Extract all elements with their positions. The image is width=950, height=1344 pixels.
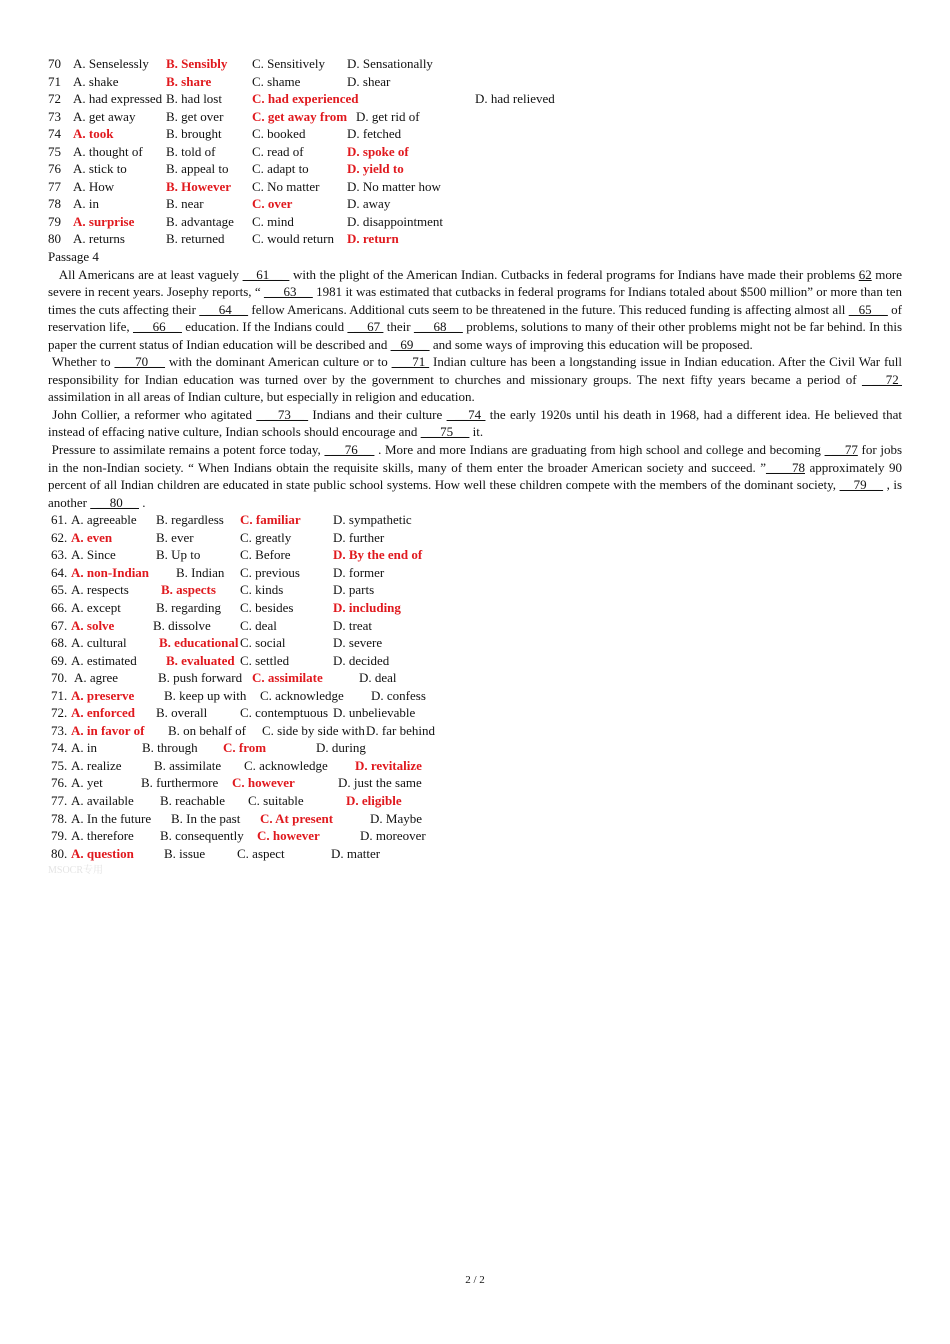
passage-text: Pressure to assimilate remains a potent force today, — [48, 442, 325, 458]
q2-question-row — [48, 792, 902, 810]
option-d: D. By the end of — [333, 547, 423, 563]
q2-question-row — [48, 581, 902, 599]
option-c: C. acknowledge — [244, 757, 328, 773]
option-c: C. kinds — [240, 582, 284, 598]
question-number: 62. — [51, 529, 68, 545]
option-d: D. moreover — [360, 828, 426, 844]
option-b: B. on behalf of — [168, 722, 246, 738]
q2-question-row — [48, 827, 902, 845]
question-number: 64. — [51, 564, 68, 580]
document-page — [48, 55, 902, 880]
answer-blank: __67 — [347, 319, 384, 335]
option-a: A. agree — [74, 670, 119, 686]
q1-question-row — [48, 195, 902, 213]
option-b: B. aspects — [161, 582, 216, 598]
question-number: 70 — [48, 56, 61, 71]
option-d: D. including — [333, 599, 401, 615]
option-c: C. No matter — [252, 178, 320, 194]
passage-text: it. — [469, 424, 484, 440]
answer-blank: __73__ — [256, 406, 309, 422]
option-a: A. yet — [71, 775, 103, 791]
option-a: A. shake — [73, 73, 119, 89]
option-d: D. get rid of — [356, 108, 420, 124]
q2-question-row — [48, 704, 902, 722]
question-number: 73. — [51, 722, 68, 738]
option-c: C. assimilate — [252, 670, 323, 686]
option-c: C. greatly — [240, 529, 292, 545]
passage-paragraph — [48, 441, 902, 511]
question-number: 76. — [51, 775, 68, 791]
q2-question-row — [48, 652, 902, 670]
option-c: C. previous — [240, 564, 300, 580]
q1-question-row — [48, 213, 902, 231]
option-b: B. push forward — [158, 670, 243, 686]
q2-question-row — [48, 564, 902, 582]
q2-question-row — [48, 774, 902, 792]
option-d: D. fetched — [347, 126, 402, 142]
option-c: C. social — [240, 635, 286, 651]
option-d: D. Maybe — [370, 810, 422, 826]
option-a: A. returns — [73, 231, 125, 247]
q2-question-row — [48, 634, 902, 652]
option-a: A. therefore — [71, 828, 134, 844]
answer-blank: __63__ — [263, 284, 313, 300]
option-b: B. reachable — [160, 792, 225, 808]
passage-text: , is another — [48, 477, 903, 510]
question-number: 75. — [51, 757, 68, 773]
answer-blank: __77 — [824, 442, 858, 458]
option-d: D. revitalize — [355, 757, 422, 773]
answer-blank: __68__ — [413, 319, 463, 335]
q2-question-row — [48, 757, 902, 775]
answer-blank: __75__ — [420, 424, 470, 440]
option-a: A. surprise — [73, 213, 135, 229]
passage-text: with the dominant American culture or to — [165, 354, 392, 370]
passage-text: education. If the Indians could — [181, 319, 348, 335]
option-d: D. yield to — [347, 161, 404, 177]
option-b: B. furthermore — [141, 775, 219, 791]
option-b: B. issue — [164, 845, 206, 861]
option-a: A. Senselessly — [73, 56, 149, 71]
option-b: B. Sensibly — [166, 56, 228, 71]
option-a: A. preserve — [71, 687, 135, 703]
option-a: A. solve — [71, 617, 115, 633]
question-number: 78 — [48, 196, 61, 212]
question-number: 63. — [51, 547, 68, 563]
option-d: D. No matter how — [347, 178, 441, 194]
q1-question-row — [48, 178, 902, 196]
option-a: A. in favor of — [71, 722, 145, 738]
option-a: A. except — [71, 599, 121, 615]
option-d: D. further — [333, 529, 385, 545]
question-number: 61. — [51, 512, 68, 528]
option-d: D. deal — [359, 670, 397, 686]
option-b: B. overall — [156, 705, 208, 721]
passage-text: with the plight of the American Indian. Cutbacks in federal programs for Indians have made their problems — [289, 266, 859, 282]
answer-blank: __64__ — [199, 301, 249, 317]
option-a: A. in — [73, 196, 99, 212]
question-number: 72. — [51, 705, 68, 721]
answer-blank: ____78 — [766, 459, 805, 475]
option-c: C. had experienced — [252, 91, 359, 107]
option-b: B. appeal to — [166, 161, 229, 177]
passage-text: . — [138, 494, 146, 510]
option-c: C. deal — [240, 617, 277, 633]
q2-question-row — [48, 722, 902, 740]
passage-text: and some ways of improving this education will be proposed. — [429, 336, 753, 352]
answer-blank: 62 — [858, 266, 872, 282]
option-d: D. away — [347, 196, 391, 212]
question-number: 78. — [51, 810, 68, 826]
option-a: A. respects — [71, 582, 129, 598]
passage-paragraph — [48, 353, 902, 406]
option-c: C. get away from — [252, 108, 348, 124]
q2-question-row — [48, 810, 902, 828]
q2-question-row — [48, 687, 902, 705]
option-c: C. Before — [240, 547, 291, 563]
option-b: B. assimilate — [154, 757, 222, 773]
option-a: A. enforced — [71, 705, 136, 721]
option-a: A. stick to — [73, 161, 127, 177]
question-block-1 — [48, 55, 902, 248]
q1-question-row — [48, 143, 902, 161]
option-a: A. question — [71, 845, 134, 861]
passage-text: fellow Americans. Additional cuts seem to be threatened in the future. This reduced funding is affecting almost all — [248, 301, 849, 317]
option-d: D. former — [333, 564, 385, 580]
option-d: D. during — [316, 740, 366, 756]
option-a: A. had expressed — [73, 91, 163, 107]
passage-text: Indian culture has been a longstanding issue in Indian education. After the Civil War full responsibility for Indian education was turned over by the government to churches and missionary groups. The next fifty years became a period of — [48, 354, 902, 387]
option-b: B. share — [166, 73, 212, 89]
question-number: 66. — [51, 599, 68, 615]
question-number: 71. — [51, 687, 68, 703]
option-b: B. dissolve — [153, 617, 211, 633]
option-d: D. had relieved — [475, 91, 555, 107]
q2-question-row — [48, 617, 902, 635]
question-number: 75 — [48, 143, 61, 159]
option-d: D. far behind — [366, 722, 435, 738]
option-d: D. treat — [333, 617, 372, 633]
option-b: B. However — [166, 178, 231, 194]
answer-blank: __71 — [391, 354, 430, 370]
option-c: C. from — [223, 740, 267, 756]
q2-question-row — [48, 546, 902, 564]
option-c: C. Sensitively — [252, 56, 325, 71]
option-d: D. decided — [333, 652, 390, 668]
option-c: C. adapt to — [252, 161, 309, 177]
question-number: 77 — [48, 178, 61, 194]
option-c: C. suitable — [248, 792, 304, 808]
q1-question-row — [48, 230, 902, 248]
answer-blank: 65__ — [848, 301, 888, 317]
option-d: D. matter — [331, 845, 381, 861]
passage-text: approximately 90 percent of all Indian children are educated in state public school systems. How well these children compete with the members of the dominant society, — [48, 459, 902, 493]
passage-text: assimilation in all areas of Indian culture, but especially in religion and education. — [48, 389, 475, 405]
question-number: 72 — [48, 91, 61, 107]
option-d: D. eligible — [346, 792, 402, 808]
option-c: C. shame — [252, 73, 301, 89]
question-number: 79 — [48, 213, 61, 229]
option-a: A. took — [73, 126, 114, 142]
option-d: D. severe — [333, 635, 383, 651]
q1-question-row — [48, 55, 902, 73]
option-d: D. unbelievable — [333, 705, 416, 721]
option-d: D. return — [347, 231, 399, 247]
page-number: 2 / 2 — [465, 1274, 485, 1286]
q1-question-row — [48, 90, 902, 108]
option-b: B. told of — [166, 143, 216, 159]
option-d: D. Sensationally — [347, 56, 433, 71]
option-b: B. Indian — [176, 564, 225, 580]
passage-text: problems, solutions to many of their other problems might not be far behind. In this paper the current status of Indian education will be described and — [48, 319, 903, 352]
option-a: A. In the future — [71, 810, 152, 826]
option-c: C. familiar — [240, 512, 301, 528]
passage-paragraph — [48, 266, 902, 354]
passage-text: All Americans are at least vaguely — [48, 266, 243, 282]
option-c: C. side by side with — [262, 722, 365, 738]
answer-blank: _61__ — [242, 266, 290, 282]
q1-question-row — [48, 160, 902, 178]
question-number: 68. — [51, 635, 68, 651]
option-b: B. ever — [156, 529, 194, 545]
option-c: C. however — [232, 775, 295, 791]
option-c: C. At present — [260, 810, 334, 826]
question-number: 74. — [51, 740, 68, 756]
option-a: A. cultural — [71, 635, 127, 651]
passage-text: John Collier, a reformer who agitated — [48, 406, 257, 422]
passage-title: Passage 4 — [48, 249, 99, 265]
option-b: B. evaluated — [166, 652, 235, 668]
option-a: A. in — [71, 740, 97, 756]
option-a: A. How — [73, 178, 115, 194]
q1-question-row — [48, 125, 902, 143]
option-d: D. disappointment — [347, 213, 444, 229]
q2-question-row — [48, 529, 902, 547]
option-a: A. Since — [71, 547, 116, 563]
option-c: C. booked — [252, 126, 306, 142]
option-c: C. however — [257, 828, 320, 844]
question-number: 67. — [51, 617, 68, 633]
option-d: D. spoke of — [347, 143, 409, 159]
option-c: C. besides — [240, 599, 294, 615]
option-a: A. available — [71, 792, 134, 808]
question-number: 73 — [48, 108, 61, 124]
option-d: D. shear — [347, 73, 391, 89]
passage-text: . More and more Indians are graduating from high school and college and becoming — [374, 442, 825, 458]
option-a: A. agreeable — [71, 512, 137, 528]
option-b: B. brought — [166, 126, 222, 142]
option-b: B. had lost — [166, 91, 222, 107]
q2-question-row — [48, 669, 902, 687]
option-a: A. estimated — [71, 652, 137, 668]
answer-blank: __66__ — [132, 319, 182, 335]
question-number: 70. — [51, 670, 68, 686]
option-a: A. realize — [71, 757, 122, 773]
passage-paragraph — [48, 406, 902, 441]
option-b: B. through — [142, 740, 198, 756]
passage-text: for jobs in the non-Indian society. “ When Indians obtain the requisite skills, many of them enter the broader American society and succeed. ” — [48, 442, 903, 475]
passage-text: of reservation life, — [48, 301, 902, 335]
option-b: B. get over — [166, 108, 224, 124]
option-a: A. thought of — [73, 143, 143, 159]
option-c: C. contemptuous — [240, 705, 329, 721]
passage-text: their — [383, 319, 414, 335]
option-b: B. educational — [159, 635, 239, 651]
answer-blank: 79__ — [839, 477, 884, 493]
passage-text: Indians and their culture — [308, 406, 447, 422]
option-b: B. advantage — [166, 213, 234, 229]
passage-text: more severe in recent years. Josephy reports, “ — [48, 266, 902, 300]
question-number: 65. — [51, 582, 68, 598]
passage-text: Whether to — [48, 354, 115, 370]
answer-blank: __72 — [861, 371, 902, 387]
answer-blank: __74 — [446, 406, 486, 422]
answer-blank: __70__ — [114, 354, 166, 370]
watermark: MSOCR专用 — [48, 865, 104, 877]
option-c: C. over — [252, 196, 293, 212]
option-a: A. get away — [73, 108, 136, 124]
option-b: B. keep up with — [164, 687, 247, 703]
option-b: B. In the past — [171, 810, 241, 826]
question-number: 77. — [51, 792, 68, 808]
option-b: B. near — [166, 196, 204, 212]
option-d: D. confess — [371, 687, 426, 703]
q2-question-row — [48, 511, 902, 529]
option-b: B. returned — [166, 231, 225, 247]
option-a: A. non-Indian — [71, 564, 150, 580]
option-b: B. regarding — [156, 599, 221, 615]
q2-question-row — [48, 599, 902, 617]
option-b: B. consequently — [160, 828, 244, 844]
question-number: 71 — [48, 73, 61, 89]
passage-text: the early 1920s until his death in 1968, had a different idea. He believed that instead of effacing native culture, Indian schools should encourage and — [48, 406, 902, 440]
option-d: D. sympathetic — [333, 512, 412, 528]
option-a: A. even — [71, 529, 113, 545]
passage-body — [48, 266, 902, 512]
option-c: C. read of — [252, 143, 304, 159]
question-number: 80 — [48, 231, 61, 247]
passage-text: 1981 it was estimated that cutbacks in federal programs for Indians totaled about $500 million” or more than ten times the cuts affecting their — [48, 284, 903, 317]
option-b: B. Up to — [156, 547, 201, 563]
question-number: 76 — [48, 161, 61, 177]
question-number: 74 — [48, 126, 61, 142]
answer-blank: 69__ — [390, 336, 430, 352]
option-b: B. regardless — [156, 512, 224, 528]
option-c: C. mind — [252, 213, 294, 229]
option-d: D. parts — [333, 582, 375, 598]
q2-question-row — [48, 739, 902, 757]
q1-question-row — [48, 73, 902, 91]
option-c: C. aspect — [237, 845, 285, 861]
option-c: C. would return — [252, 231, 334, 247]
question-number: 69. — [51, 652, 68, 668]
q1-question-row — [48, 108, 902, 126]
question-number: 80. — [51, 845, 68, 861]
option-c: C. acknowledge — [260, 687, 344, 703]
question-block-2 — [48, 511, 902, 862]
q2-question-row — [48, 845, 902, 863]
answer-blank: __80__ — [90, 494, 139, 510]
option-c: C. settled — [240, 652, 290, 668]
question-number: 79. — [51, 828, 68, 844]
option-d: D. just the same — [338, 775, 422, 791]
answer-blank: __76__ — [324, 442, 375, 458]
